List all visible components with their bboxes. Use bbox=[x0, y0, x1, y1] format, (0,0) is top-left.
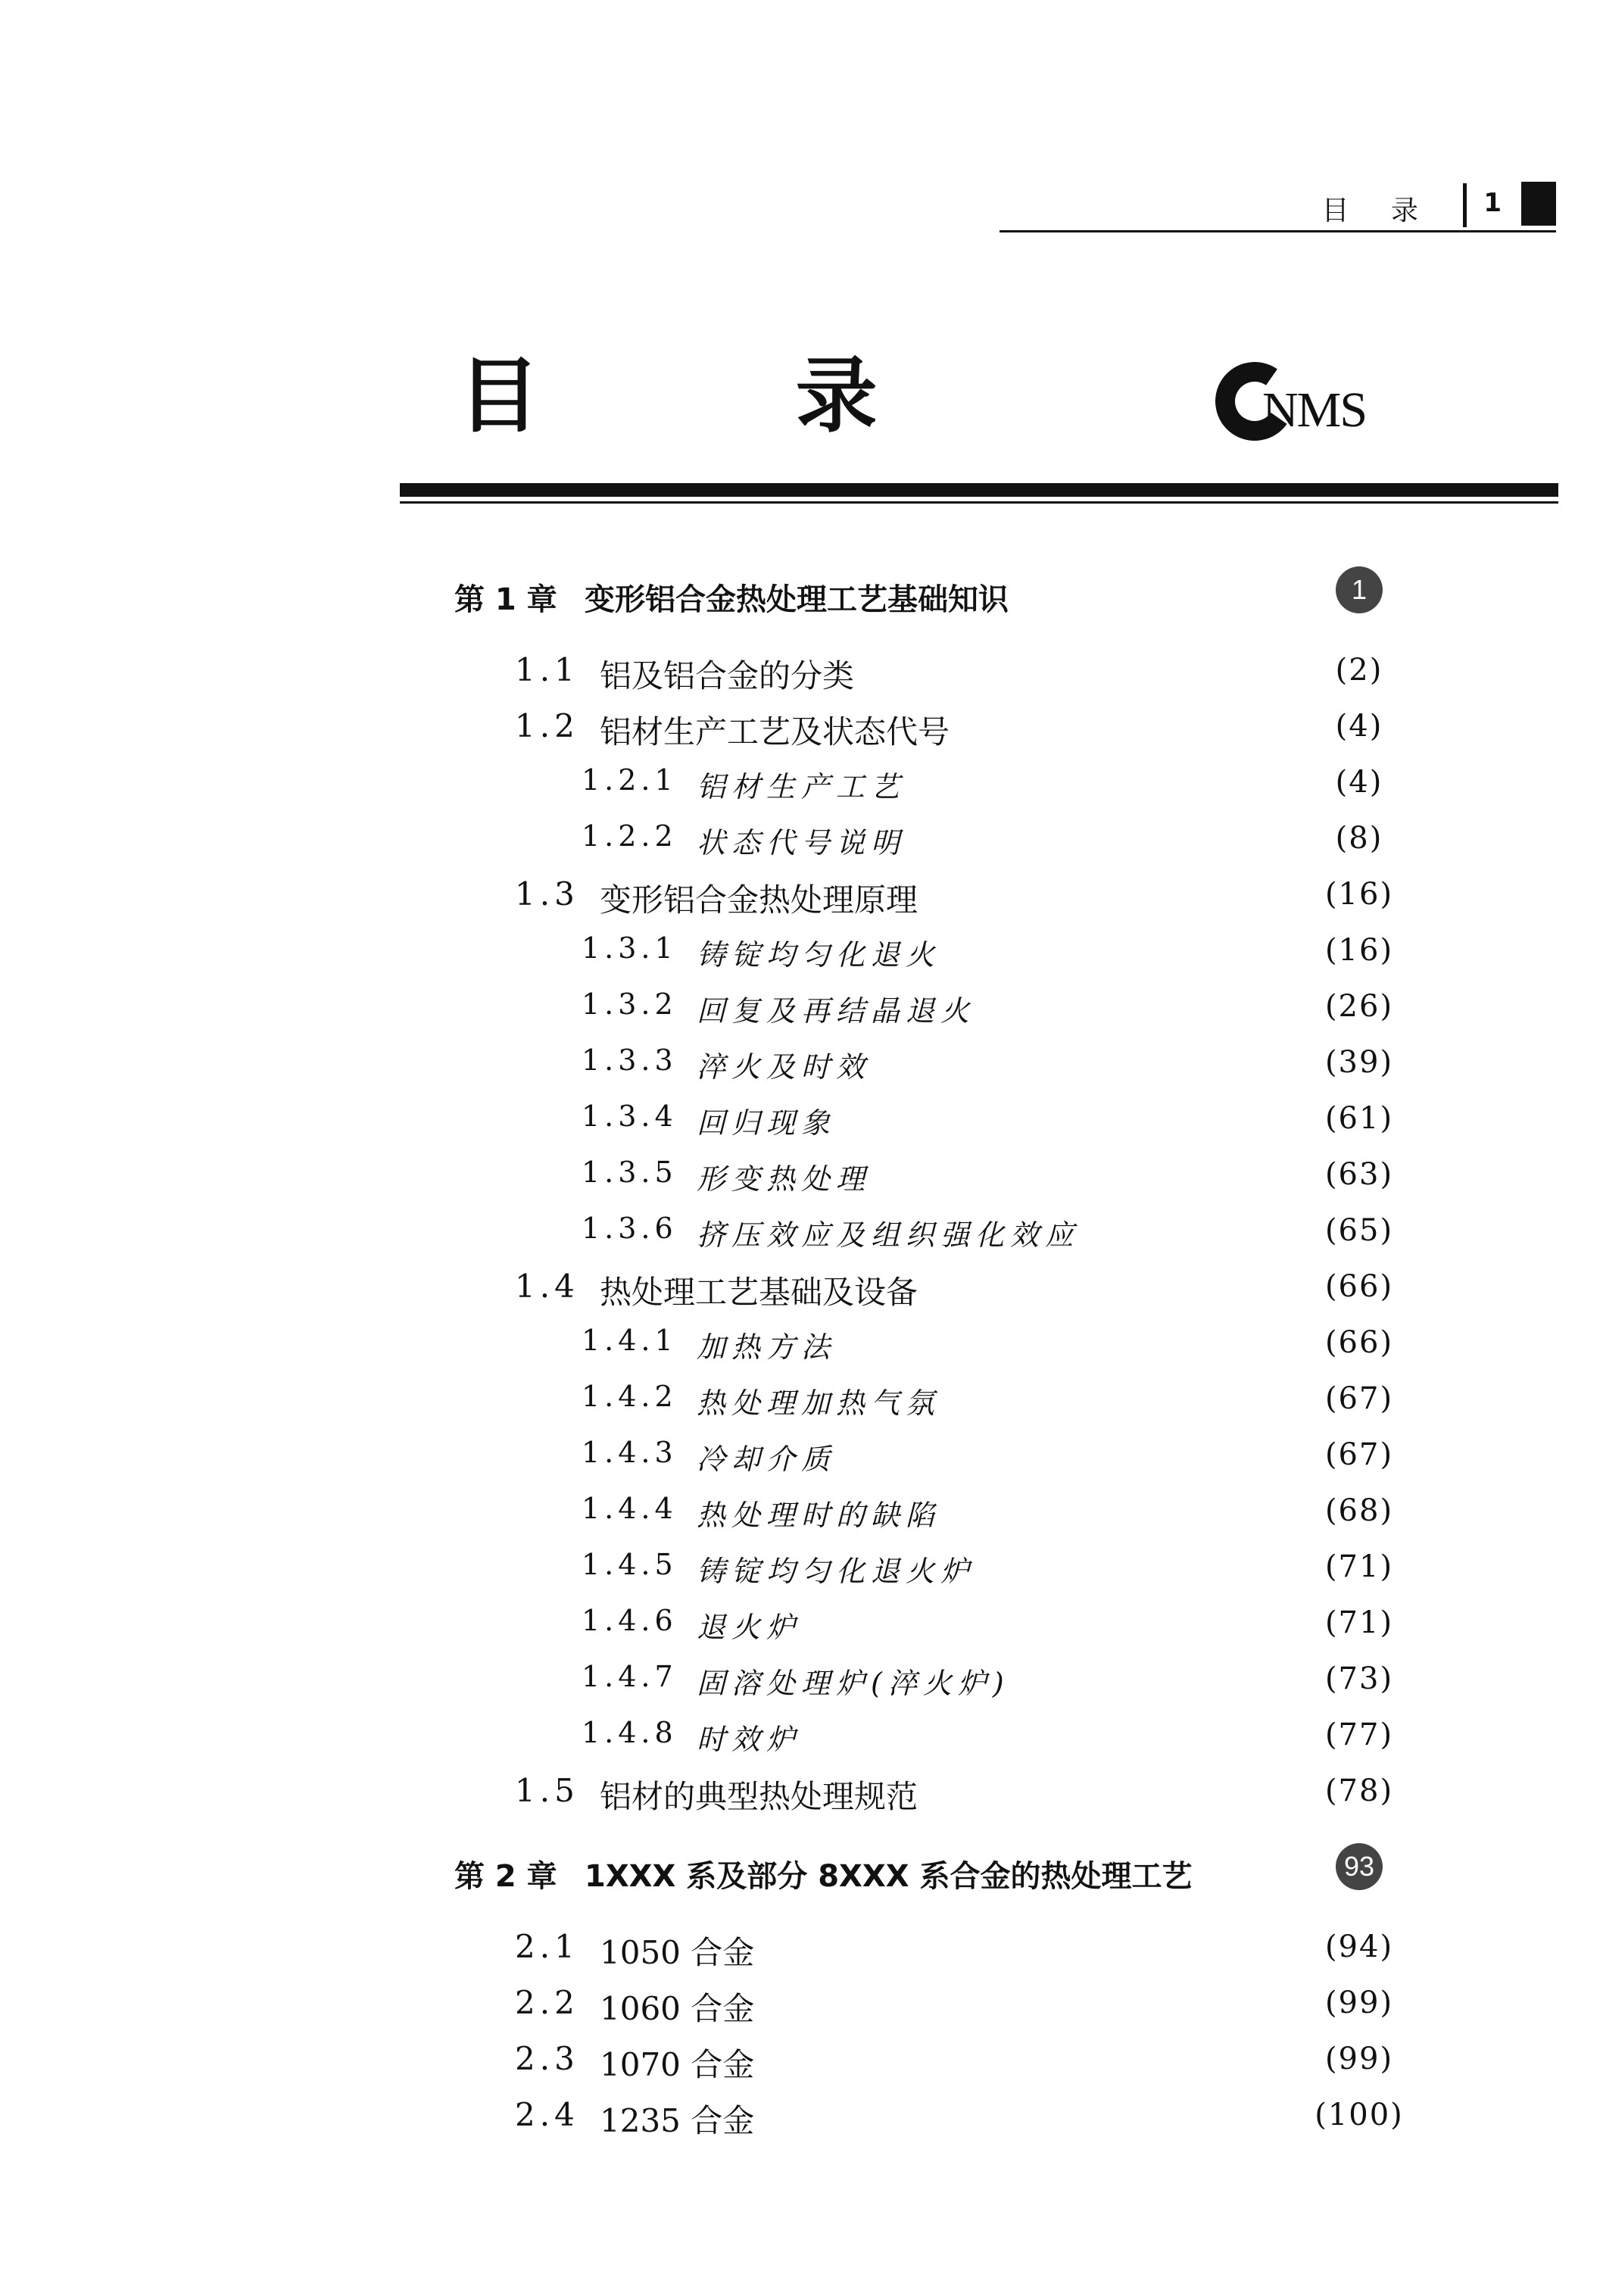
entry-number: 1.2.1 bbox=[582, 763, 678, 797]
entry-title: 形变热处理 bbox=[697, 1162, 872, 1196]
entry-number: 1.4.2 bbox=[582, 1380, 678, 1413]
entry-page: (78) bbox=[1324, 1773, 1394, 1808]
entry-number: 1.4.7 bbox=[582, 1660, 678, 1693]
chapter-number: 第 2 章 bbox=[454, 1859, 557, 1894]
entry-page: (94) bbox=[1324, 1929, 1394, 1964]
entry-title: 冷却介质 bbox=[697, 1443, 837, 1476]
running-head-label: 目 录 bbox=[1321, 195, 1435, 226]
entry-title: 铝材生产工艺及状态代号 bbox=[600, 713, 950, 750]
entry-title: 加热方法 bbox=[697, 1330, 837, 1364]
entry-page: (61) bbox=[1324, 1101, 1394, 1136]
running-head-divider bbox=[1463, 183, 1467, 227]
chapter-title: 1XXX 系及部分 8XXX 系合金的热处理工艺 bbox=[585, 1859, 1193, 1894]
entry-number: 1.5 bbox=[515, 1772, 579, 1809]
entry-title: 固溶处理炉(淬火炉) bbox=[697, 1667, 1010, 1700]
entry-number: 1.2 bbox=[515, 707, 579, 744]
entry-title: 铝材的典型热处理规范 bbox=[600, 1778, 918, 1815]
cnms-logo bbox=[1215, 362, 1412, 445]
entry-number: 1.3.4 bbox=[582, 1100, 678, 1133]
entry-title: 挤压效应及组织强化效应 bbox=[697, 1218, 1081, 1252]
entry-page: (4) bbox=[1335, 765, 1383, 800]
entry-title: 铝材生产工艺 bbox=[697, 770, 906, 803]
thumb-tab-block bbox=[1521, 182, 1556, 226]
entry-number: 1.4.3 bbox=[582, 1436, 678, 1469]
entry-page: (67) bbox=[1324, 1437, 1394, 1472]
entry-page: (99) bbox=[1324, 1986, 1394, 2020]
entry-page: (77) bbox=[1324, 1717, 1394, 1752]
entry-page: (2) bbox=[1335, 653, 1383, 688]
entry-number: 2.3 bbox=[515, 2040, 579, 2077]
running-head-rule bbox=[1000, 230, 1556, 232]
running-head-page-number: 1 bbox=[1483, 188, 1502, 218]
entry-title: 变形铝合金热处理原理 bbox=[600, 881, 918, 919]
chapter-number: 第 1 章 bbox=[454, 582, 557, 617]
page-title: 目 录 bbox=[458, 349, 991, 444]
entry-number: 1.4.4 bbox=[582, 1492, 678, 1525]
entry-number: 1.3.3 bbox=[582, 1043, 678, 1077]
running-head bbox=[1000, 176, 1556, 236]
entry-title: 1070 合金 bbox=[600, 2046, 755, 2083]
entry-page: (16) bbox=[1324, 877, 1394, 912]
entry-title: 回复及再结晶退火 bbox=[697, 994, 976, 1028]
entry-page: (26) bbox=[1324, 989, 1394, 1024]
entry-title: 状态代号说明 bbox=[697, 826, 906, 859]
entry-page: (65) bbox=[1324, 1213, 1394, 1248]
entry-number: 2.2 bbox=[515, 1984, 579, 2021]
entry-page: (71) bbox=[1324, 1605, 1394, 1640]
entry-page: (71) bbox=[1324, 1549, 1394, 1584]
entry-number: 1.4.1 bbox=[582, 1324, 678, 1357]
entry-title: 铸锭均匀化退火 bbox=[697, 938, 941, 972]
entry-number: 2.4 bbox=[515, 2096, 579, 2133]
entry-number: 1.4.8 bbox=[582, 1716, 678, 1749]
entry-title: 退火炉 bbox=[697, 1611, 802, 1644]
title-rule-thin bbox=[400, 501, 1558, 504]
entry-number: 1.3.5 bbox=[582, 1156, 678, 1189]
entry-number: 1.4 bbox=[515, 1268, 579, 1305]
entry-title: 1235 合金 bbox=[600, 2102, 755, 2139]
entry-title: 时效炉 bbox=[697, 1723, 802, 1756]
chapter-title: 变形铝合金热处理工艺基础知识 bbox=[585, 582, 1009, 617]
entry-page: (99) bbox=[1324, 2042, 1394, 2076]
entry-title: 热处理时的缺陷 bbox=[697, 1499, 941, 1532]
entry-title: 铝及铝合金的分类 bbox=[600, 657, 855, 694]
entry-number: 1.3.1 bbox=[582, 931, 678, 965]
entry-number: 1.2.2 bbox=[582, 819, 678, 853]
entry-title: 1050 合金 bbox=[600, 1934, 755, 1971]
entry-number: 1.3.6 bbox=[582, 1212, 678, 1245]
entry-number: 1.4.5 bbox=[582, 1548, 678, 1581]
entry-page: (4) bbox=[1335, 709, 1383, 744]
entry-page: (8) bbox=[1335, 821, 1383, 856]
entry-title: 热处理工艺基础及设备 bbox=[600, 1274, 918, 1311]
chapter-page-badge: 93 bbox=[1336, 1843, 1383, 1890]
entry-page: (100) bbox=[1315, 2098, 1404, 2132]
entry-page: (73) bbox=[1324, 1661, 1394, 1696]
entry-title: 1060 合金 bbox=[600, 1990, 755, 2027]
logo-text: NMS bbox=[1262, 382, 1367, 438]
entry-number: 2.1 bbox=[515, 1928, 579, 1965]
entry-number: 1.3 bbox=[515, 875, 579, 912]
entry-title: 铸锭均匀化退火炉 bbox=[697, 1555, 976, 1588]
entry-title: 热处理加热气氛 bbox=[697, 1387, 941, 1420]
title-rule-thick bbox=[400, 483, 1558, 497]
entry-page: (63) bbox=[1324, 1157, 1394, 1192]
entry-page: (66) bbox=[1324, 1325, 1394, 1360]
chapter-page-badge: 1 bbox=[1336, 566, 1383, 613]
entry-number: 1.1 bbox=[515, 651, 579, 688]
entry-page: (67) bbox=[1324, 1381, 1394, 1416]
entry-page: (66) bbox=[1324, 1269, 1394, 1304]
entry-number: 1.3.2 bbox=[582, 987, 678, 1021]
entry-page: (16) bbox=[1324, 933, 1394, 968]
entry-page: (68) bbox=[1324, 1493, 1394, 1528]
entry-number: 1.4.6 bbox=[582, 1604, 678, 1637]
entry-title: 回归现象 bbox=[697, 1106, 837, 1140]
entry-page: (39) bbox=[1324, 1045, 1394, 1080]
entry-title: 淬火及时效 bbox=[697, 1050, 872, 1084]
